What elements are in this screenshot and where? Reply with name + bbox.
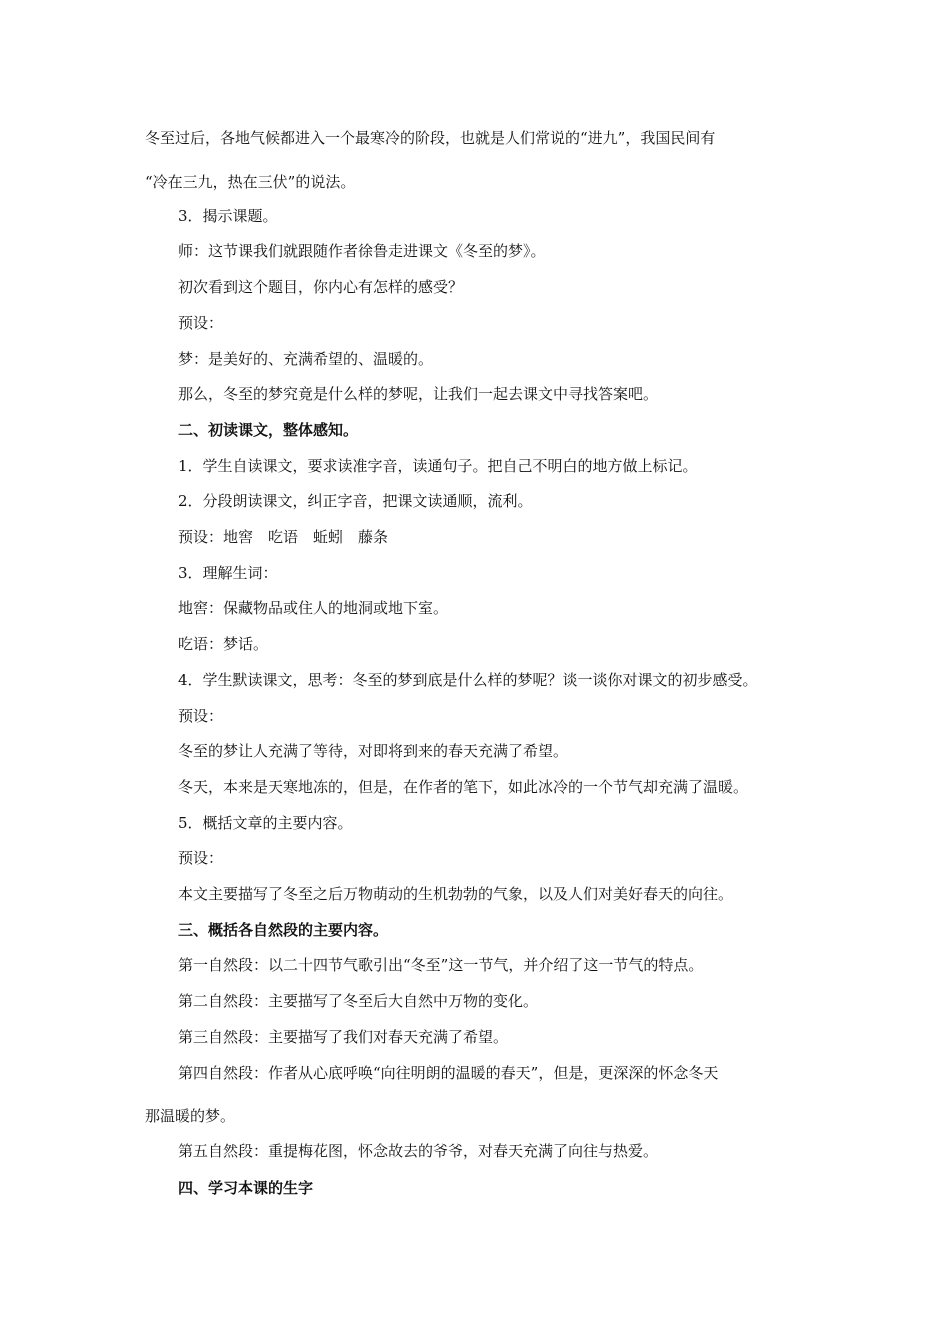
paragraph-line: 第一自然段：以二十四节气歌引出“冬至”这一节气，并介绍了这一节气的特点。 bbox=[178, 956, 704, 974]
paragraph-line: 预设： bbox=[178, 849, 224, 867]
section-heading: 四、学习本课的生字 bbox=[178, 1179, 314, 1197]
paragraph-line: 4．学生默读课文，思考：冬至的梦到底是什么样的梦呢？谈一谈你对课文的初步感受。 bbox=[178, 671, 758, 689]
paragraph-line: 预设： bbox=[178, 314, 224, 332]
paragraph-line: 3．揭示课题。 bbox=[178, 207, 278, 225]
section-heading: 二、初读课文，整体感知。 bbox=[178, 421, 359, 439]
paragraph-line: 冬至的梦让人充满了等待，对即将到来的春天充满了希望。 bbox=[178, 742, 569, 760]
paragraph-line: 预设： bbox=[178, 707, 224, 725]
paragraph-line: 第四自然段：作者从心底呼唤“向往明朗的温暖的春天”，但是，更深深的怀念冬天 bbox=[178, 1064, 719, 1082]
paragraph-line: 梦：是美好的、充满希望的、温暖的。 bbox=[178, 350, 434, 368]
paragraph-line: 初次看到这个题目，你内心有怎样的感受？ bbox=[178, 278, 464, 296]
paragraph-line: 5．概括文章的主要内容。 bbox=[178, 814, 353, 832]
paragraph-line: 吃语：梦话。 bbox=[178, 635, 269, 653]
paragraph-line: “冷在三九，热在三伏”的说法。 bbox=[145, 173, 356, 191]
paragraph-line: 冬至过后，各地气候都进入一个最寒冷的阶段，也就是人们常说的“进九”，我国民间有 bbox=[145, 129, 716, 147]
paragraph-line: 师：这节课我们就跟随作者徐鲁走进课文《冬至的梦》。 bbox=[178, 242, 546, 260]
paragraph-line: 1．学生自读课文，要求读准字音，读通句子。把自己不明白的地方做上标记。 bbox=[178, 457, 698, 475]
paragraph-line: 第五自然段：重提梅花图，怀念故去的爷爷，对春天充满了向往与热爱。 bbox=[178, 1142, 659, 1160]
section-heading: 三、概括各自然段的主要内容。 bbox=[178, 921, 389, 939]
paragraph-line: 地窖：保藏物品或住人的地洞或地下室。 bbox=[178, 599, 449, 617]
paragraph-line: 第三自然段：主要描写了我们对春天充满了希望。 bbox=[178, 1028, 509, 1046]
paragraph-line: 预设：地窖 吃语 蚯蚓 藤条 bbox=[178, 528, 389, 546]
paragraph-line: 3．理解生词： bbox=[178, 564, 278, 582]
paragraph-line: 本文主要描写了冬至之后万物萌动的生机勃勃的气象，以及人们对美好春天的向往。 bbox=[178, 885, 734, 903]
paragraph-line: 第二自然段：主要描写了冬至后大自然中万物的变化。 bbox=[178, 992, 539, 1010]
paragraph-line: 那温暖的梦。 bbox=[145, 1107, 236, 1125]
paragraph-line: 那么，冬至的梦究竟是什么样的梦呢，让我们一起去课文中寻找答案吧。 bbox=[178, 385, 659, 403]
paragraph-line: 2．分段朗读课文，纠正字音，把课文读通顺，流利。 bbox=[178, 492, 533, 510]
paragraph-line: 冬天，本来是天寒地冻的，但是，在作者的笔下，如此冰冷的一个节气却充满了温暖。 bbox=[178, 778, 749, 796]
